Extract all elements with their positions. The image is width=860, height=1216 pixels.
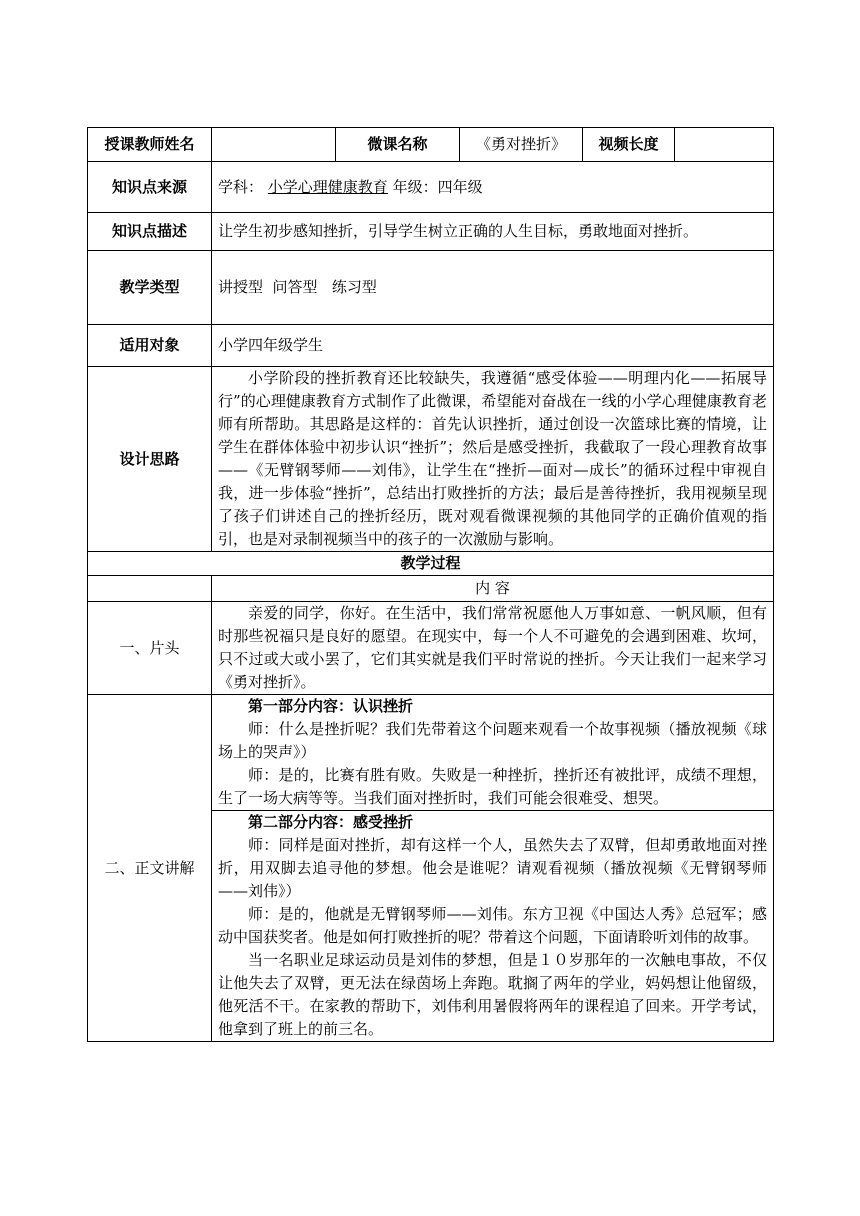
process-title-row	[88, 552, 774, 576]
design-row	[88, 367, 774, 552]
header-row	[88, 128, 774, 162]
teacher-name-value	[212, 128, 336, 162]
design-text: 小学阶段的挫折教育还比较缺失，我遵循“感受体验——明理内化——拓展导行”的心理健康教育方式制作了此微课，希望能对奋战在一线的小学心理健康教育老师有所帮助。其思路是这样的：首先认识挫折，通过创设一次篮球比赛的情境，让学生在群体体验中初步认识“挫折”；然后是感受挫折，我截取了一段心理教育故事——《无臂钢琴师——刘伟》，让学生在“挫折—面对—成长”的循环过程中审视自我，进一步体验“挫折”，总结出打败挫折的方法；最后是善待挫折，我用视频呈现了孩子们讲述自己的挫折经历，既对观看微课视频的其他同学的正确价值观的指引，也是对录制视频当中的孩子的一次激励与影响。	[218, 369, 767, 548]
content-header: 内 容	[212, 576, 774, 602]
subject-value: 小学心理健康教育	[267, 177, 388, 196]
description-value: 让学生初步感知挫折，引导学生树立正确的人生目标，勇敢地面对挫折。	[212, 213, 774, 251]
grade-label: 年级：	[392, 177, 438, 196]
content-header-row	[88, 576, 774, 602]
video-length-label: 视频长度	[583, 128, 675, 162]
source-value	[212, 162, 774, 213]
part1-content	[212, 695, 774, 811]
part2-para3: 当一名职业足球运动员是刘伟的梦想，但是１０岁那年的一次触电事故，不仅让他失去了双臂，更无法在绿茵场上奔跑。耽搁了两年的学业，妈妈想让他留级，他死活不干。在家教的帮助下，刘伟利用暑假将两年的课程追了回来。开学考试，他拿到了班上的前三名。	[218, 951, 767, 1038]
part2-content	[212, 811, 774, 1042]
content-header-blank	[88, 576, 212, 602]
lesson-plan-table	[87, 127, 774, 1042]
opening-row	[88, 602, 774, 695]
main-label: 二、正文讲解	[88, 695, 212, 1042]
description-row	[88, 213, 774, 251]
description-label: 知识点描述	[88, 213, 212, 251]
main-part1-row	[88, 695, 774, 811]
grade-value: 四年级	[437, 177, 483, 196]
part1-para2: 师：是的，比赛有胜有败。失败是一种挫折，挫折还有被批评，成绩不理想，生了一场大病等等。当我们面对挫折时，我们可能会很难受、想哭。	[218, 766, 767, 807]
source-row	[88, 162, 774, 213]
part2-title: 第二部分内容：感受挫折	[248, 813, 414, 831]
audience-value: 小学四年级学生	[212, 325, 774, 367]
teaching-type-row	[88, 251, 774, 325]
design-label: 设计思路	[88, 367, 212, 552]
part2-para1: 师：同样是面对挫折，却有这样一个人，虽然失去了双臂，但却勇敢地面对挫折，用双脚去追寻他的梦想。他会是谁呢？请观看视频（播放视频《无臂钢琴师——刘伟》）	[218, 836, 767, 900]
part1-title: 第一部分内容：认识挫折	[248, 697, 414, 715]
subject-label: 学科：	[218, 177, 264, 196]
course-name-label: 微课名称	[336, 128, 460, 162]
process-title: 教学过程	[88, 552, 774, 576]
opening-text: 亲爱的同学，你好。在生活中，我们常常祝愿他人万事如意、一帆风顺，但有时那些祝福只是良好的愿望。在现实中，每一个人不可避免的会遇到困难、坎坷，只不过或大或小罢了，它们其实就是我们平时常说的挫折。今天让我们一起来学习《勇对挫折》。	[218, 604, 767, 691]
design-value	[212, 367, 774, 552]
video-length-value	[675, 128, 774, 162]
opening-label: 一、片头	[88, 602, 212, 695]
course-name-value: 《勇对挫折》	[460, 128, 583, 162]
teaching-type-value: 讲授型 问答型 练习型	[212, 251, 774, 325]
part2-para2: 师：是的，他就是无臂钢琴师——刘伟。东方卫视《中国达人秀》总冠军；感动中国获奖者。他是如何打败挫折的呢？带着这个问题，下面请聆听刘伟的故事。	[218, 905, 767, 946]
teacher-name-label: 授课教师姓名	[88, 128, 212, 162]
source-label: 知识点来源	[88, 162, 212, 213]
opening-value	[212, 602, 774, 695]
audience-label: 适用对象	[88, 325, 212, 367]
teaching-type-label: 教学类型	[88, 251, 212, 325]
audience-row	[88, 325, 774, 367]
part1-para1: 师：什么是挫折呢？我们先带着这个问题来观看一个故事视频（播放视频《球场上的哭声》）	[218, 720, 767, 761]
